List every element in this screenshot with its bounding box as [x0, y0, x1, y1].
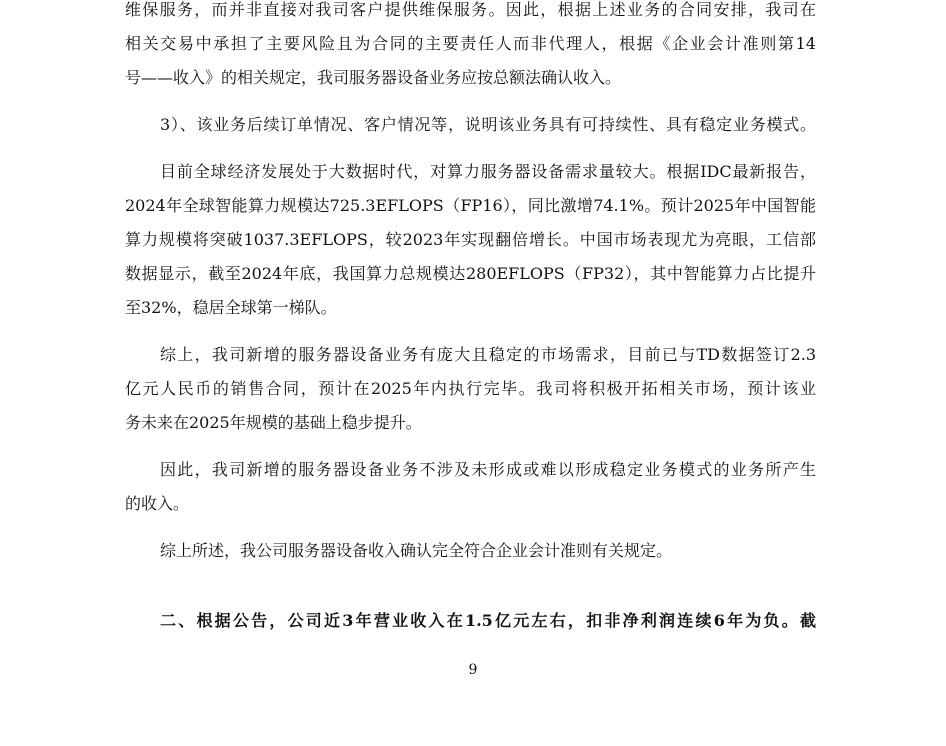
paragraph-line: 务未来在2025年规模的基础上稳步提升。 [125, 413, 422, 432]
paragraph-line: 算力规模将突破1037.3EFLOPS，较2023年实现翻倍增长。中国市场表现尤为亮眼，工信部 [125, 230, 816, 249]
paragraph-line: 目前全球经济发展处于大数据时代，对算力服务器设备需求量较大。根据IDC最新报告， [160, 162, 816, 181]
paragraph-line: 的收入。 [125, 494, 190, 513]
paragraph-line: 综上，我司新增的服务器设备业务有庞大且稳定的市场需求，目前已与TD数据签订2.3 [160, 345, 816, 364]
page-number: 9 [468, 662, 478, 678]
paragraph-line: 3）、该业务后续订单情况、客户情况等，说明该业务具有可持续性、具有稳定业务模式。 [160, 115, 816, 134]
section-heading: 二、根据公告，公司近3年营业收入在1.5亿元左右，扣非净利润连续6年为负。截 [160, 611, 816, 630]
paragraph-line: 至32%，稳居全球第一梯队。 [125, 298, 337, 317]
paragraph-line: 维保服务，而并非直接对我司客户提供维保服务。因此，根据上述业务的合同安排，我司在 [125, 0, 816, 19]
paragraph-line: 数据显示，截至2024年底，我国算力总规模达280EFLOPS（FP32），其中智能算力占比提升 [125, 264, 816, 283]
paragraph-line: 号——收入》的相关规定，我司服务器设备业务应按总额法确认收入。 [125, 68, 622, 87]
paragraph-line: 综上所述，我公司服务器设备收入确认完全符合企业会计准则有关规定。 [160, 541, 673, 560]
paragraph-line: 2024年全球智能算力规模达725.3EFLOPS（FP16），同比激增74.1%。预计2025年中国智能 [125, 196, 816, 215]
paragraph-line: 亿元人民币的销售合同，预计在2025年内执行完毕。我司将积极开拓相关市场，预计该业 [125, 379, 816, 398]
paragraph-line: 因此，我司新增的服务器设备业务不涉及未形成或难以形成稳定业务模式的业务所产生 [160, 460, 816, 479]
paragraph-line: 相关交易中承担了主要风险且为合同的主要责任人而非代理人，根据《企业会计准则第14 [125, 34, 816, 53]
